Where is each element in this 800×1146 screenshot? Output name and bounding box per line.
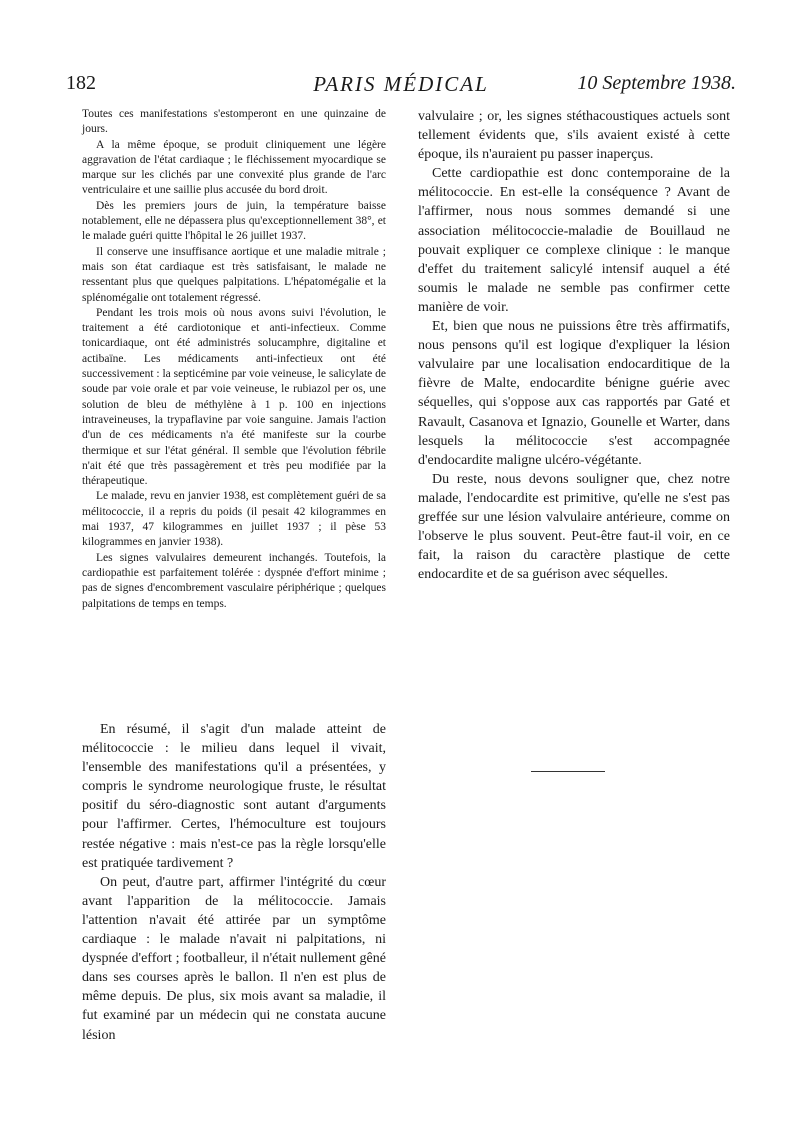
journal-title: PARIS MÉDICAL — [313, 72, 489, 96]
page-number: 182 — [66, 72, 96, 94]
paragraph: On peut, d'autre part, affirmer l'intégrité du cœur avant l'apparition de la mélitococcie. Jamais l'attention n'avait été attirée par un symptôme cardiaque : le malade n'avait ni palpitations, ni dyspnée d'effort ; footballeur, il n'était nullement gêné dans ses courses après le ballon. Il n'en est plus de même depuis. De plus, six mois avant sa maladie, il fut examiné par un médecin qui ne constata aucune lésion — [82, 874, 386, 1043]
paragraph: Et, bien que nous ne puissions être très affirmatifs, nous pensons qu'il est logique d'expliquer la lésion valvulaire par une localisation endocarditique de la fièvre de Malte, endocardite bénigne guérie avec séquelles, qui s'oppose aux cas rapportés par Gaté et Ravault, Casanova et Ignazio, Gounelle et Warter, dans lesquels la mélitococcie s'est accompagnée d'endocardite maligne ulcéro-végétante. — [418, 319, 730, 468]
issue-date: 10 Septembre 1938. — [577, 72, 736, 94]
paragraph: Il conserve une insuffisance aortique et une maladie mitrale ; mais son état cardiaque est très satisfaisant, le malade ne ressentant plus que quelques palpitations. L'hépatomégalie et la splénomégalie ont totalement régressé. — [82, 245, 386, 304]
paragraph: Du reste, nous devons souligner que, chez notre malade, l'endocardite est primitive, qu'elle ne s'est pas greffée sur une lésion valvulaire antérieure, comme on l'observe le plus souvent. Peut-être faut-il voir, en ce fait, la raison du caractère plastique de cette endocardite et de sa guérison avec séquelles. — [418, 471, 730, 583]
section-divider — [531, 771, 605, 772]
paragraph: Dès les premiers jours de juin, la température baisse notablement, elle ne dépassera plus qu'exceptionnellement 38°, et le malade guéri quitte l'hôpital le 26 juillet 1937. — [82, 199, 386, 243]
paragraph: Les signes valvulaires demeurent inchangés. Toutefois, la cardiopathie est parfaitement tolérée : dyspnée d'effort minime ; pas de signes d'encombrement vasculaire périphérique ; quelques palpitations de temps en temps. — [82, 551, 386, 610]
paragraph: Le malade, revu en janvier 1938, est complètement guéri de sa mélitococcie, il a repris du poids (il pesait 42 kilogrammes en mai 1937, 47 kilogrammes en juillet 1937 ; il pèse 53 kilogrammes en janvier 1938). — [82, 490, 386, 549]
paragraph: Cette cardiopathie est donc contemporaine de la mélitococcie. En est-elle la conséquence ? Avant de l'affirmer, nous nous sommes demandé si une association mélitococcie-maladie de Bouillaud ne pouvait expliquer ce complexe clinique : le manque d'effet du traitement salicylé intensif auquel a été soumis le malade ne semble pas confirmer cette manière de voir. — [418, 166, 730, 315]
paragraph: En résumé, il s'agit d'un malade atteint de mélitococcie : le milieu dans lequel il vivait, l'ensemble des manifestations qu'il a présentées, y compris le syndrome neurologique fruste, le résultat positif du séro-diagnostic sont autant d'arguments pour l'affirmer. Certes, l'hémoculture est toujours restée négative : mais n'est-ce pas la règle lorsqu'elle est pratiquée tardivement ? — [82, 722, 386, 871]
paragraph: valvulaire ; or, les signes stéthacoustiques actuels sont tellement évidents que, s'ils avaient existé à cette époque, ils n'auraient pu passer inaperçus. — [418, 109, 730, 163]
right-column-discussion — [418, 107, 730, 584]
paragraph: Pendant les trois mois où nous avons suivi l'évolution, le traitement a été cardiotonique et anti-infectieux. Comme tonicardiaque, ont été administrés solucamphre, digitaline et actibaïne. Les médicaments anti-infectieux ont été successivement : la septicémine par voie veineuse, le salicylate de soude par voie orale et par voie veineuse, le rubiazol per os, une solution de bleu de méthylène à 1 p. 100 en injections intraveineuses, la trypaflavine par voie sanguine. Jamais l'action d'un de ces médicaments n'a été manifeste sur la courbe thermique et sur l'état général. Il semble que l'évolution fébrile n'ait été que très passagèrement et très peu modifiée par la thérapeutique. — [82, 306, 386, 488]
paragraph: A la même époque, se produit cliniquement une légère aggravation de l'état cardiaque ; le fléchissement myocardique se marque sur les clichés par une convexité plus grande de l'arc ventriculaire et une saillie plus accusée du bord droit. — [82, 138, 386, 197]
left-column-case-notes — [82, 107, 386, 612]
running-header — [66, 72, 736, 104]
paragraph: Toutes ces manifestations s'estomperont en une quinzaine de jours. — [82, 108, 386, 136]
left-column-discussion — [82, 720, 386, 1045]
